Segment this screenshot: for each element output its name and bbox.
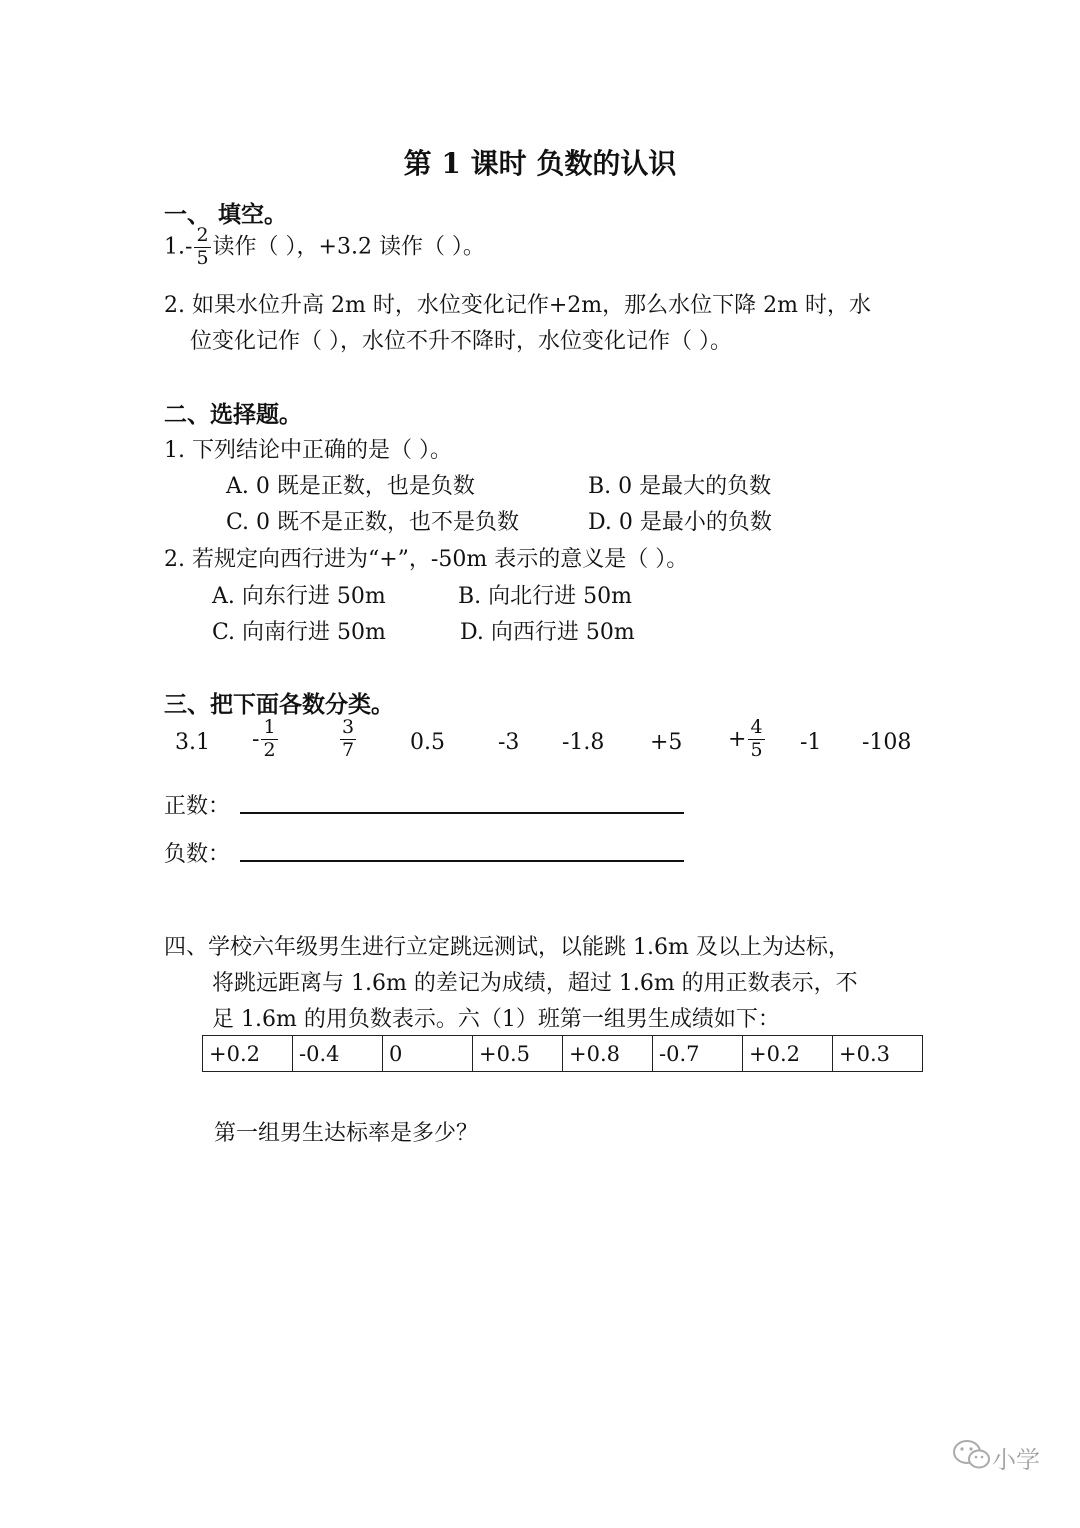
fill-question-2-line-2: 位变化记作（ ），水位不升不降时，水位变化记作（ ）。 (190, 329, 732, 354)
question-text: 读作（ ），+3.2 读作（ ）。 (212, 234, 485, 260)
fraction (194, 226, 210, 269)
choice-2-option-d: D. 向西行进 50m (460, 620, 635, 645)
scores-table (202, 1035, 923, 1072)
number-list (0, 718, 1080, 774)
fill-question-1 (164, 226, 485, 269)
fill-question-2-line-1: 2. 如果水位升高 2m 时，水位变化记作+2m，那么水位下降 2m 时，水 (164, 293, 871, 318)
positive-label: 正数： (164, 794, 231, 819)
negative-answer-line[interactable] (240, 860, 684, 862)
choice-1-option-a: A. 0 既是正数，也是负数 (226, 474, 475, 499)
choice-1-option-d: D. 0 是最小的负数 (588, 510, 772, 535)
choice-1-option-c: C. 0 既不是正数，也不是负数 (226, 510, 520, 535)
score-cell: +0.2 (203, 1036, 293, 1072)
number-item: 0.5 (410, 730, 445, 755)
score-cell: +0.2 (743, 1036, 833, 1072)
score-cell: +0.8 (563, 1036, 653, 1072)
section-4-line-3: 足 1.6m 的用负数表示。六（1）班第一组男生成绩如下： (212, 1007, 780, 1032)
choice-question-1: 1. 下列结论中正确的是（ ）。 (164, 438, 452, 463)
fraction-denominator: 5 (196, 246, 209, 269)
section-4-line-1: 四、学校六年级男生进行立定跳远测试，以能跳 1.6m 及以上为达标， (164, 935, 850, 960)
number-item: - $\frac{1}{2}$ (252, 716, 276, 761)
score-cell: +0.3 (833, 1036, 923, 1072)
number-item: -1 (800, 730, 822, 755)
fraction: $\frac{4}{5}$ (750, 716, 763, 761)
negative-label: 负数： (164, 842, 231, 867)
choice-2-option-a: A. 向东行进 50m (212, 584, 386, 609)
section-4-question: 第一组男生达标率是多少？ (214, 1121, 479, 1146)
positive-answer-line[interactable] (240, 812, 684, 814)
choice-2-option-b: B. 向北行进 50m (458, 584, 633, 609)
score-cell: 0 (383, 1036, 473, 1072)
number-item: + $\frac{4}{5}$ (728, 716, 763, 761)
choice-1-option-b: B. 0 是最大的负数 (588, 474, 772, 499)
minus-sign: - (185, 234, 193, 260)
table-row (203, 1036, 923, 1072)
fraction: $\frac{1}{2}$ (263, 716, 276, 761)
number-item: +5 (650, 730, 683, 755)
page-title: 第 1 课时 负数的认识 (403, 147, 677, 180)
score-cell: -0.7 (653, 1036, 743, 1072)
wechat-icon (952, 1438, 992, 1472)
section-2-heading: 二、选择题。 (164, 401, 302, 428)
number-item: -108 (862, 730, 912, 755)
fraction-numerator: 2 (196, 224, 209, 246)
score-cell: +0.5 (473, 1036, 563, 1072)
number-item (338, 718, 358, 761)
section-1-heading: 一、 填空。 (164, 201, 288, 228)
choice-2-option-c: C. 向南行进 50m (212, 620, 386, 645)
number-item: 3.1 (175, 730, 210, 755)
number-item: -1.8 (562, 730, 605, 755)
number-item: -3 (498, 730, 520, 755)
section-4-line-2: 将跳远距离与 1.6m 的差记为成绩，超过 1.6m 的用正数表示，不 (212, 971, 858, 996)
question-number: 1. (164, 234, 185, 260)
score-cell: -0.4 (293, 1036, 383, 1072)
watermark (952, 1432, 1044, 1478)
section-3-heading: 三、把下面各数分类。 (164, 691, 394, 718)
choice-question-2: 2. 若规定向西行进为“+”，-50m 表示的意义是（ ）。 (164, 547, 689, 572)
fraction: $\frac{3}{7}$ (342, 716, 355, 761)
watermark-text: 小学 (992, 1446, 1040, 1474)
